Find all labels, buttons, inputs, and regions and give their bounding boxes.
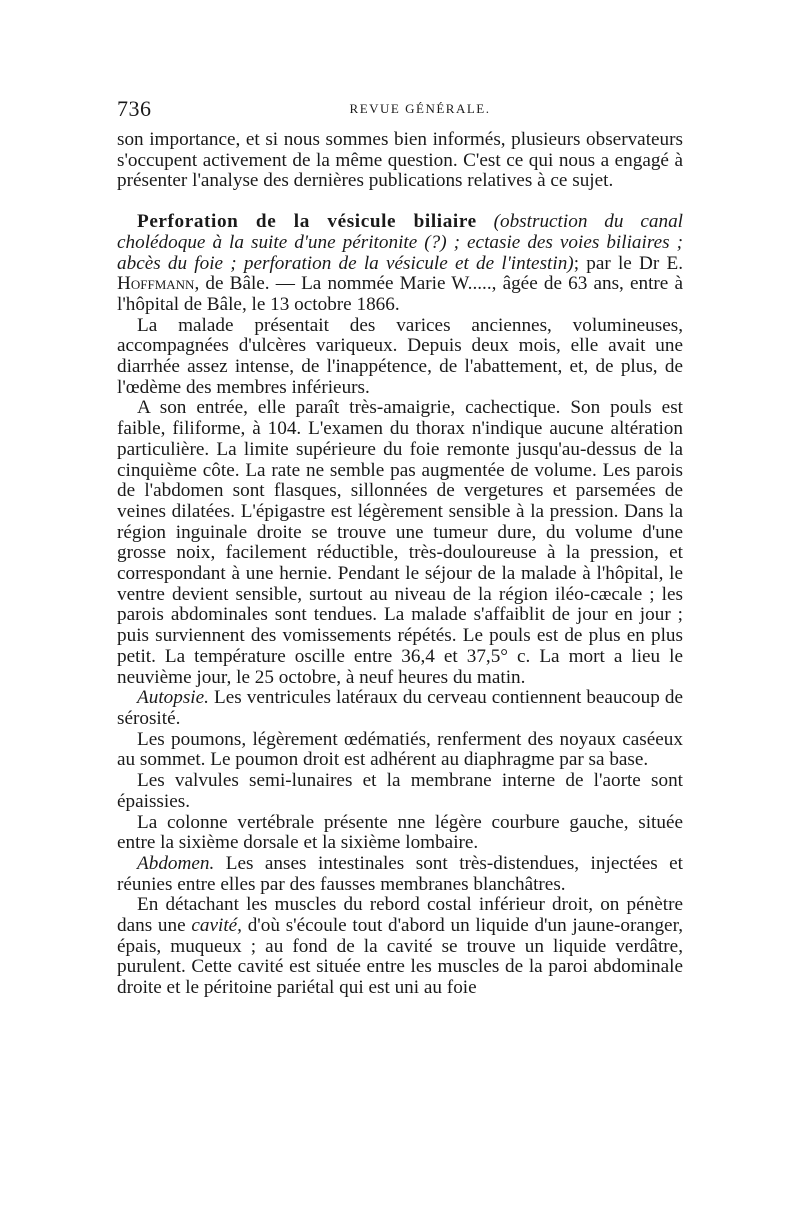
- running-title: REVUE GÉNÉRALE.: [349, 101, 491, 116]
- page-header: [117, 96, 683, 126]
- paragraph-autopsie: [117, 688, 683, 729]
- section-gap: [117, 192, 683, 212]
- paragraph-valvules: Les valvules semi-lunaires et la membrane interne de l'aorte sont épaissies.: [117, 770, 683, 812]
- byline-prefix: ; par le Dr E.: [573, 252, 684, 274]
- article-title: Perforation de la vésicule biliaire: [137, 211, 477, 233]
- paragraph-varices: La malade présentait des varices anciennes, volumineuses, accompagnées d'ulcères variqueux. Depuis deux mois, elle avait une diarrhée assez intense, de l'inappétence, de l'abattement, et, de plus, de l'œdème des membres inférieurs.: [117, 314, 683, 398]
- article-subtitle: (obstruction du canal cholédoque à la suite d'une péritonite (?) ; ectasie des voies biliaires ; abcès du foie ; perforation de la vésicule et de l'intestin): [117, 211, 683, 274]
- paragraph-poumons: Les poumons, légèrement œdématiés, renferment des noyaux caséeux au sommet. Le poumon droit est adhérent au diaphragme par sa base.: [117, 728, 683, 771]
- abdomen-text: Les anses intestinales sont très-distendues, injectées et réunies entre elles par des fausses membranes blanchâtres.: [117, 852, 683, 895]
- cavite-emphasis: cavité,: [191, 915, 242, 937]
- body-text: [117, 130, 683, 999]
- paragraph-abdomen: [117, 854, 683, 895]
- article-heading-paragraph: [117, 212, 683, 316]
- cavite-text-b: d'où s'écoule tout d'abord un liquide d'un jaune-oranger, épais, muqueux ; au fond de la cavité se trouve un liquide verdâtre, purulent. Cette cavité est située entre les muscles de la paroi abdominale droite et le péritoine pariétal qui est uni au foie: [117, 915, 683, 999]
- cavite-text-a: En détachant les muscles du rebord costal inférieur droit, on pénètre dans une: [117, 894, 683, 937]
- autopsie-label: Autopsie.: [137, 687, 209, 709]
- page-number: 736: [117, 96, 152, 121]
- paragraph-entree: A son entrée, elle paraît très-amaigrie, cachectique. Son pouls est faible, filiforme, à 104. L'examen du thorax n'indique aucune altération particulière. La limite supérieure du foie remonte jusqu'au-dessus de la cinquième côte. La rate ne semble pas augmentée de volume. Les parois de l'abdomen sont flasques, sillonnées de vergetures et parsemées de veines dilatées. L'épigastre est légèrement sensible à la pression. Dans la région inguinale droite se trouve une tumeur dure, du volume d'une grosse noix, facilement réductible, très-douloureuse à la pression, et correspondant à une hernie. Pendant le séjour de la malade à l'hôpital, le ventre devient sensible, surtout au niveau de la région iléo-cæcale ; les parois abdominales sont tendues. La malade s'affaiblit de jour en jour ; puis surviennent des vomissements répétés. Le pouls est de plus en plus petit. La température oscille entre 36,4 et 37,5° c. La mort a lieu le neuvième jour, le 25 octobre, à neuf heures du matin.: [117, 397, 683, 688]
- byline-author: Hoffmann: [117, 273, 195, 295]
- abdomen-label: Abdomen.: [137, 852, 215, 874]
- byline-rest: , de Bâle. — La nommée Marie W....., âgée de 63 ans, entre à l'hôpital de Bâle, le 13 octobre 1866.: [117, 273, 683, 315]
- autopsie-text: Les ventricules latéraux du cerveau contiennent beaucoup de sérosité.: [117, 687, 683, 729]
- paragraph-colonne: La colonne vertébrale présente nne légère courbure gauche, située entre la sixième dorsale et la sixième lombaire.: [117, 811, 683, 854]
- paragraph-cavite: [117, 895, 683, 999]
- intro-paragraph: son importance, et si nous sommes bien informés, plusieurs observateurs s'occupent activement de la même question. C'est ce qui nous a engagé à présenter l'analyse des dernières publications relatives à ce sujet.: [117, 129, 683, 192]
